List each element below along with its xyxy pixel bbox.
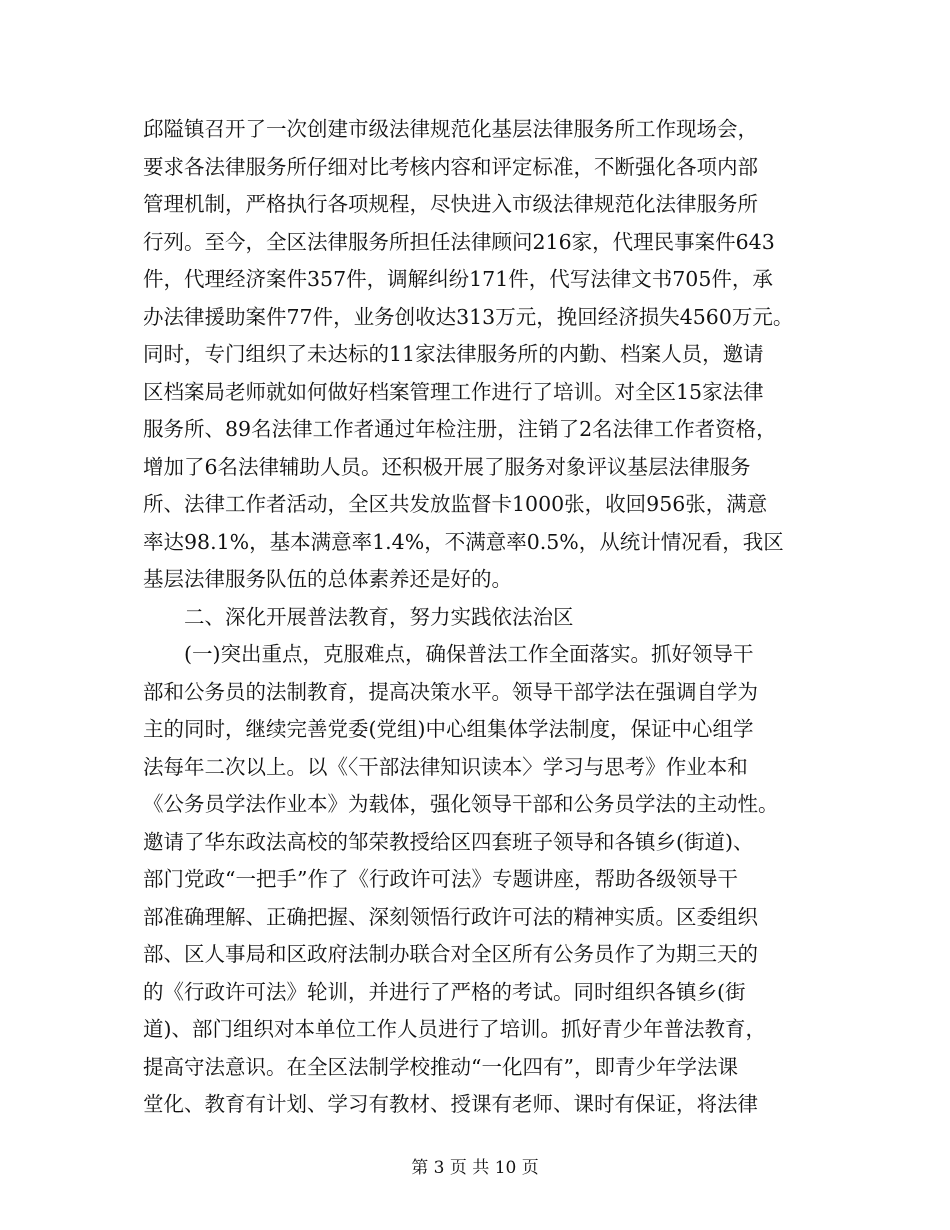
text-line: 提高守法意识。在全区法制学校推动“一化四有”，即青少年学法课 [143,1054,738,1079]
text-line: 法每年二次以上。以《〈干部法律知识读本〉学习与思考》作业本和 [143,754,748,779]
text-line: 服务所、89名法律工作者通过年检注册，注销了2名法律工作者资格， [143,417,777,441]
text-line: (一)突出重点，克服难点，确保普法工作全面落实。抓好领导干 [184,642,754,666]
text-line: 基层法律服务队伍的总体素养还是好的。 [143,567,512,591]
text-line: 件，代理经济案件357件，调解纠纷171件，代写法律文书705件，承 [143,267,773,291]
text-line: 管理机制，严格执行各项规程，尽快进入市级法律规范化法律服务所 [143,192,758,216]
text-line: 办法律援助案件77件，业务创收达313万元，挽回经济损失4560万元。 [143,304,794,329]
text-line: 部、区人事局和区政府法制办联合对全区所有公务员作了为期三天的 [143,942,758,966]
text-line: 部门党政“一把手”作了《行政许可法》专题讲座，帮助各级领导干 [143,867,738,891]
text-line: 堂化、教育有计划、学习有教材、授课有老师、课时有保证，将法律 [143,1092,758,1116]
text-line: 主的同时，继续完善党委(党组)中心组集体学法制度，保证中心组学 [143,717,754,741]
text-line: 部和公务员的法制教育，提高决策水平。领导干部学法在强调自学为 [143,679,758,704]
section-heading: 二、深化开展普法教育，努力实践依法治区 [184,604,574,629]
text-line: 区档案局老师就如何做好档案管理工作进行了培训。对全区15家法律 [143,379,764,404]
text-line: 道)、部门组织对本单位工作人员进行了培训。抓好青少年普法教育， [143,1017,766,1041]
text-line: 邱隘镇召开了一次创建市级法律规范化基层法律服务所工作现场会， [143,117,758,141]
text-line: 同时，专门组织了未达标的11家法律服务所的内勤、档案人员，邀请 [143,342,764,366]
text-line: 的《行政许可法》轮训，并进行了严格的考试。同时组织各镇乡(街 [143,979,746,1004]
text-line: 《公务员学法作业本》为载体，强化领导干部和公务员学法的主动性。 [143,792,779,816]
text-line: 所、法律工作者活动，全区共发放监督卡1000张，收回956张，满意 [143,492,768,516]
body-text [143,111,833,1124]
text-line: 增加了6名法律辅助人员。还积极开展了服务对象评议基层法律服务 [143,454,751,479]
page-number-footer: 第 3 页 共 10 页 [411,1158,539,1178]
text-line: 行列。至今，全区法律服务所担任法律顾问216家，代理民事案件643 [143,229,775,254]
text-line: 率达98.1%，基本满意率1.4%，不满意率0.5%，从统计情况看，我区 [143,529,784,554]
text-line: 部准确理解、正确把握、深刻领悟行政许可法的精神实质。区委组织 [143,904,758,929]
text-line: 要求各法律服务所仔细对比考核内容和评定标准，不断强化各项内部 [143,154,758,179]
text-line: 邀请了华东政法高校的邹荣教授给区四套班子领导和各镇乡(街道)、 [143,829,754,854]
